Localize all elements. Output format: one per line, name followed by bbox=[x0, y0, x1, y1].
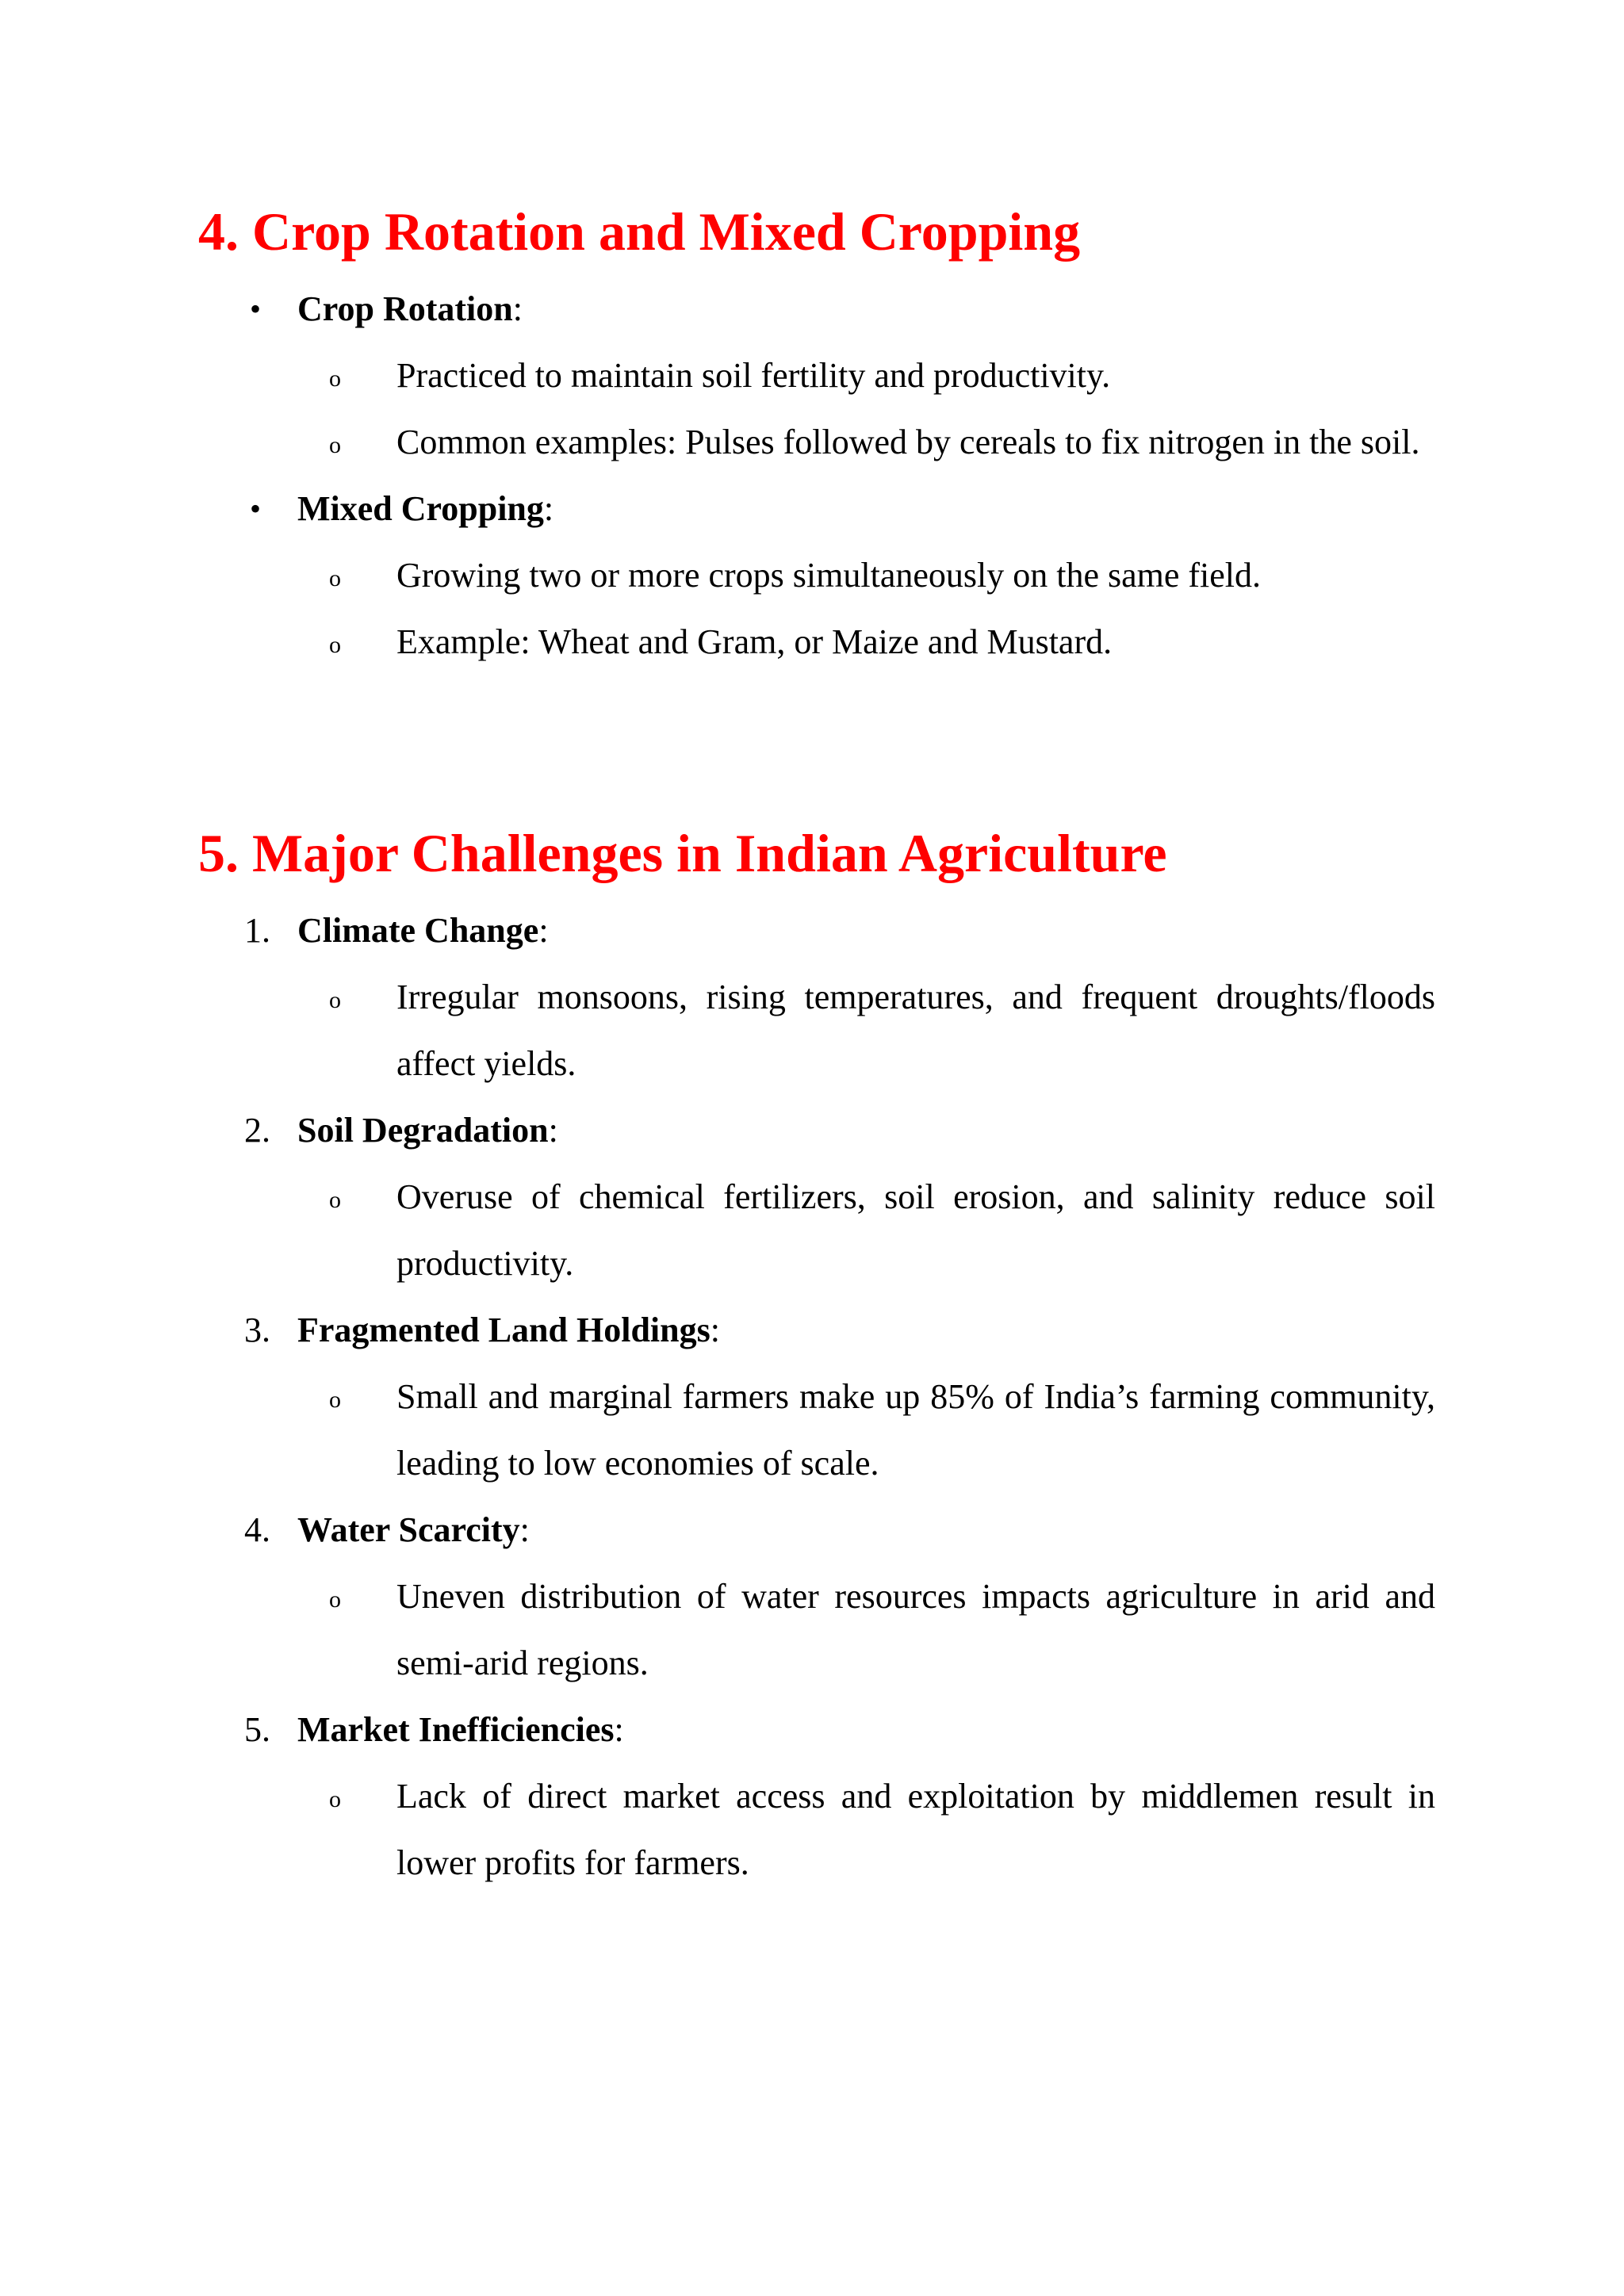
number-marker: 4. bbox=[244, 1510, 270, 1549]
circle-bullet-icon: o bbox=[329, 565, 341, 591]
bullet-marker: • bbox=[250, 491, 262, 526]
list-item-soil-degradation bbox=[198, 1097, 1435, 1297]
sub-list-item bbox=[297, 542, 1435, 609]
item-title: Fragmented Land Holdings bbox=[297, 1311, 710, 1349]
sub-list bbox=[297, 1763, 1435, 1896]
sub-list bbox=[297, 342, 1435, 476]
list-item-fragmented-land-holdings bbox=[198, 1297, 1435, 1497]
circle-bullet-icon: o bbox=[329, 432, 341, 458]
sub-list-item bbox=[297, 1563, 1435, 1697]
list-item-crop-rotation bbox=[198, 276, 1435, 476]
sub-list-item bbox=[297, 964, 1435, 1097]
circle-bullet-icon: o bbox=[329, 365, 341, 392]
sub-list-item bbox=[297, 342, 1435, 409]
bullet-list bbox=[198, 276, 1435, 675]
list-item-market-inefficiencies bbox=[198, 1697, 1435, 1896]
number-marker: 5. bbox=[244, 1710, 270, 1749]
bullet-marker: • bbox=[250, 291, 262, 327]
sub-item-text: Small and marginal farmers make up 85% of India’s farming community, leading to low economies of scale. bbox=[396, 1377, 1435, 1483]
item-suffix: : bbox=[543, 489, 554, 528]
sub-list bbox=[297, 1364, 1435, 1497]
section-crop-rotation bbox=[198, 187, 1435, 675]
item-suffix: : bbox=[548, 1111, 558, 1150]
sub-item-text: Lack of direct market access and exploitation by middlemen result in lower profits for farmers. bbox=[396, 1777, 1435, 1882]
circle-bullet-icon: o bbox=[329, 1387, 341, 1413]
sub-item-text: Common examples: Pulses followed by cereals to fix nitrogen in the soil. bbox=[396, 423, 1420, 461]
number-marker: 1. bbox=[244, 911, 270, 950]
item-suffix: : bbox=[512, 289, 523, 328]
item-title: Market Inefficiencies bbox=[297, 1710, 615, 1749]
sub-list bbox=[297, 1563, 1435, 1697]
sub-list-item bbox=[297, 409, 1435, 476]
section-heading: 5. Major Challenges in Indian Agriculture bbox=[198, 823, 1167, 883]
item-suffix: : bbox=[519, 1510, 530, 1549]
sub-item-text: Overuse of chemical fertilizers, soil erosion, and salinity reduce soil productivity. bbox=[396, 1177, 1435, 1283]
sub-item-text: Example: Wheat and Gram, or Maize and Mustard. bbox=[396, 622, 1113, 661]
circle-bullet-icon: o bbox=[329, 1786, 341, 1812]
sub-list bbox=[297, 964, 1435, 1097]
numbered-list bbox=[198, 897, 1435, 1896]
sub-item-text: Growing two or more crops simultaneously on the same field. bbox=[396, 556, 1262, 595]
sub-item-text: Uneven distribution of water resources impacts agriculture in arid and semi-arid regions. bbox=[396, 1577, 1435, 1682]
sub-list-item bbox=[297, 1364, 1435, 1497]
section-heading: 4. Crop Rotation and Mixed Cropping bbox=[198, 201, 1081, 262]
list-item-climate-change bbox=[198, 897, 1435, 1097]
list-item-water-scarcity bbox=[198, 1497, 1435, 1697]
number-marker: 3. bbox=[244, 1311, 270, 1349]
sub-list-item bbox=[297, 1164, 1435, 1297]
sub-list-item bbox=[297, 609, 1435, 675]
item-title: Climate Change bbox=[297, 911, 539, 950]
item-suffix: : bbox=[710, 1311, 720, 1349]
item-title: Water Scarcity bbox=[297, 1510, 520, 1549]
item-suffix: : bbox=[614, 1710, 624, 1749]
sub-item-text: Practiced to maintain soil fertility and productivity. bbox=[396, 356, 1111, 395]
sub-item-text: Irregular monsoons, rising temperatures, and frequent droughts/floods affect yields. bbox=[396, 978, 1435, 1083]
circle-bullet-icon: o bbox=[329, 632, 341, 658]
circle-bullet-icon: o bbox=[329, 1586, 341, 1613]
section-major-challenges bbox=[198, 809, 1435, 1896]
sub-list bbox=[297, 1164, 1435, 1297]
list-item-mixed-cropping bbox=[198, 476, 1435, 675]
item-title: Crop Rotation bbox=[297, 289, 513, 328]
circle-bullet-icon: o bbox=[329, 1187, 341, 1213]
sub-list bbox=[297, 542, 1435, 675]
item-suffix: : bbox=[538, 911, 549, 950]
sub-list-item bbox=[297, 1763, 1435, 1896]
item-title: Soil Degradation bbox=[297, 1111, 549, 1150]
item-title: Mixed Cropping bbox=[297, 489, 544, 528]
circle-bullet-icon: o bbox=[329, 987, 341, 1013]
number-marker: 2. bbox=[244, 1111, 270, 1150]
